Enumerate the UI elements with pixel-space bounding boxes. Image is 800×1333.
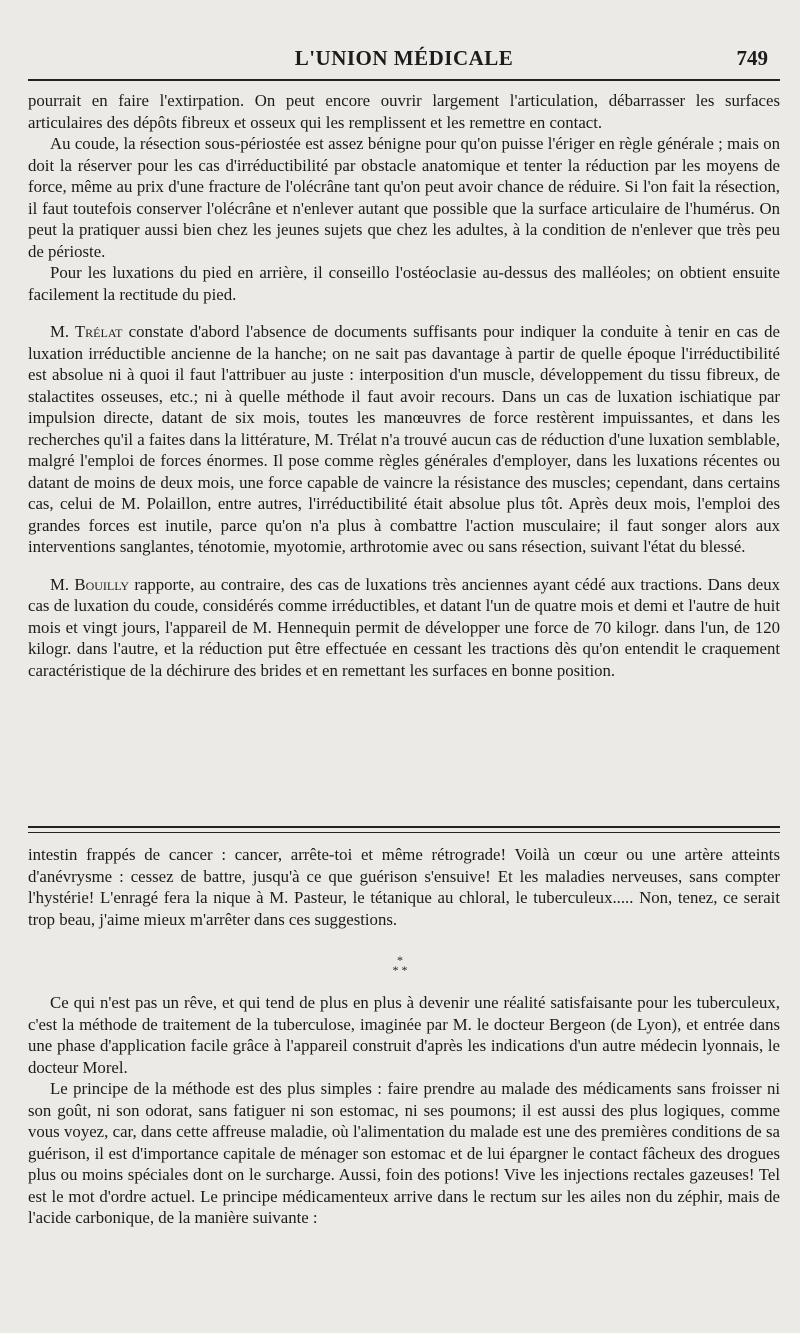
speaker-name: M. Trélat xyxy=(50,322,123,341)
paragraph-text: constate d'abord l'absence de documents suffisants pour indiquer la conduite à tenir en cas de luxation irréductible ancienne de la hanche; on ne sait pas davantage à partir de quelle époque l'irréductibilité est absolue ni à quoi il faut l'attribuer au juste : interposition d'un muscle, développement du tissu fibreux, de stalactites osseuses, etc.; ni à quelle méthode il faut avoir recours. Dans un cas de luxation ischiatique par impulsion directe, datant de six mois, toutes les manœuvres de force restèrent impuissantes, et dans les recherches qu'il a faites dans la littérature, M. Trélat n'a trouvé aucun cas de réduction d'une luxation semblable, malgré l'emploi de forces énormes. Il pose comme règles générales d'employer, dans les luxations récentes ou datant de moins de deux mois, une force capable de vaincre la résistance des muscles; cependant, dans certains cas, celui de M. Polaillon, entre autres, l'irréductibilité était absolue plus tôt. Après deux mois, l'emploi des grandes forces est inutile, parce qu'on n'a plus à combattre l'action musculaire; il faut songer alors aux interventions sanglantes, ténotomie, myotomie, arthrotomie avec ou sans résection, suivant l'état du blessé. xyxy=(28,322,780,556)
feuilleton-paragraph-3: Le principe de la méthode est des plus simples : faire prendre au malade des médicaments sans froisser ni son goût, ni son odorat, sans fatiguer ni son estomac, ni ses poumons; il est aussi des plus logiques, comme vous voyez, car, dans cette affreuse maladie, où l'alimentation du malade est une des premières conditions de sa guérison, il est d'importance capitale de ménager son estomac et de lui épargner le contact fâcheux des drogues plus ou moins spéciales dont on le surcharge. Aussi, foin des potions! Vive les injections rectales gazeuses! Tel est le mot d'ordre actuel. Le principe médicamenteux arrive dans le rectum sur les ailes non du zéphir, mais de l'acide carbonique, de la manière suivante : xyxy=(28,1079,780,1227)
header-rule xyxy=(28,79,780,81)
section-rule-top xyxy=(28,826,780,828)
upper-paragraph-1: pourrait en faire l'extirpation. On peut encore ouvrir largement l'articulation, débarrasser les surfaces articulaires des dépôts fibreux et osseux qui les remplissent et les remettre en contact. xyxy=(28,91,780,132)
feuilleton-column-bottom xyxy=(28,992,780,1229)
section-rule-bottom xyxy=(28,832,780,833)
journal-title: L'UNION MÉDICALE xyxy=(294,46,514,70)
upper-paragraph-4 xyxy=(28,321,780,558)
upper-paragraph-2: Au coude, la résection sous-périostée est assez bénigne pour qu'on puisse l'ériger en règle générale ; mais on doit la réserver pour les cas d'irréductibilité par obstacle anatomique et tenter la réduction par les moyens de force, même au prix d'une fracture de l'olécrâne tant qu'on peut avoir chance de réduire. Si l'on fait la résection, il faut toutefois conserver l'olécrâne et n'enlever autant que possible que la surface articulaire de l'humérus. On peut la pratiquer aussi bien chez les jeunes sujets que chez les adultes, à la condition de n'enlever que très peu de périoste. xyxy=(28,134,780,261)
section-separator-stars xyxy=(0,955,800,975)
upper-column xyxy=(28,90,780,681)
feuilleton-column-top xyxy=(28,844,780,930)
star-top: * xyxy=(397,953,403,967)
upper-paragraph-3: Pour les luxations du pied en arrière, il conseillo l'ostéoclasie au-dessus des malléoles; on obtient ensuite facilement la rectitude du pied. xyxy=(28,263,780,304)
page-number: 749 xyxy=(736,46,768,70)
feuilleton-paragraph-2: Ce qui n'est pas un rêve, et qui tend de plus en plus à devenir une réalité satisfaisante pour les tuberculeux, c'est la méthode de traitement de la tuberculose, imaginée par M. le docteur Bergeon (de Lyon), et entrée dans une phase d'application facile grâce à l'appareil construit d'après les indications d'un autre médecin lyonnais, le docteur Morel. xyxy=(28,993,780,1077)
paragraph-text: rapporte, au contraire, des cas de luxations très anciennes ayant cédé aux tractions. Dans deux cas de luxation du coude, considérés comme irréductibles, et datant l'un de quatre mois et demi et l'autre de huit mois et vingt jours, l'appareil de M. Hennequin permit de développer une force de 70 kilogr. dans l'un, de 120 kilogr. dans l'autre, et la réduction put être effectuée en cessant les tractions dès qu'on entendit le craquement caractéristique de la déchirure des brides et en remettant les surfaces en bonne position. xyxy=(28,574,780,680)
running-header xyxy=(28,42,780,78)
upper-paragraph-5 xyxy=(28,574,780,682)
feuilleton-paragraph-1: intestin frappés de cancer : cancer, arrête-toi et même rétrograde! Voilà un cœur ou une artère atteints d'anévrysme : cessez de battre, jusqu'à ce que guérison s'ensuive! Et les maladies nerveuses, sans compter l'hystérie! L'enragé fera la nique à M. Pasteur, le tétanique au chloral, le tuberculeux..... Non, tenez, ce serait trop beau, j'aime mieux m'arrêter dans ces suggestions. xyxy=(28,845,780,929)
star-bottom: * * xyxy=(392,963,408,977)
speaker-name: M. Bouilly xyxy=(50,574,130,594)
